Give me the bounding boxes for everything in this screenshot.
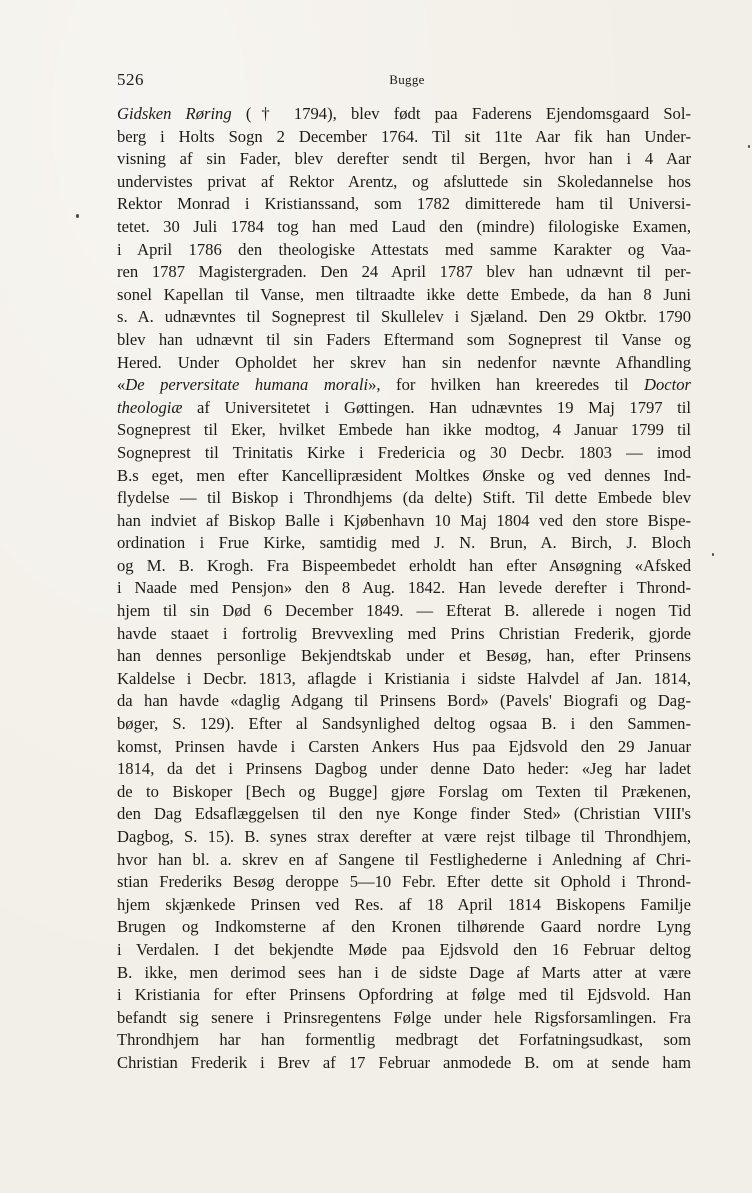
text-segment: s. A. udnævntes til Sogneprest til Skullelev i Sjæland. Den 29 Oktbr. 1790 bbox=[117, 307, 691, 327]
text-segment: den Dag Edsaflæggelsen til den nye Konge finder Sted» (Christian VIII's bbox=[117, 804, 691, 824]
text-segment: B. ikke, men derimod sees han i de sidste Dage af Marts atter at være bbox=[117, 962, 691, 982]
text-segment: i Naade med Pensjon» den 8 Aug. 1842. Han levede derefter i Thrond- bbox=[117, 578, 691, 598]
text-line bbox=[117, 352, 691, 375]
text-line bbox=[117, 442, 691, 465]
text-line bbox=[117, 171, 691, 194]
text-segment: berg i Holts Sogn 2 December 1764. Til sit 11te Aar fik han Under- bbox=[117, 126, 691, 146]
text-line bbox=[117, 532, 691, 555]
print-speck bbox=[76, 214, 79, 218]
italic-segment: Gidsken Røring bbox=[117, 104, 232, 123]
text-line bbox=[117, 690, 691, 713]
text-segment: og M. B. Krogh. Fra Bispeembedet erholdt han efter Ansøgning «Afsked bbox=[117, 555, 691, 575]
text-line bbox=[117, 871, 691, 894]
text-line bbox=[117, 600, 691, 623]
text-segment: Dagbog, S. 15). B. synes strax derefter at være rejst tilbage til Throndhjem, bbox=[117, 827, 691, 846]
text-segment: Throndhjem har han formentlig medbragt det Forfatningsudkast, som bbox=[117, 1030, 691, 1050]
text-line bbox=[117, 758, 691, 781]
text-line bbox=[117, 826, 691, 849]
italic-segment: De perversitate humana morali bbox=[125, 375, 369, 395]
text-line bbox=[117, 306, 691, 329]
text-segment: bøger, S. 129). Efter al Sandsynlighed deltog ogsaa B. i den Sammen- bbox=[117, 714, 691, 734]
text-segment: hjem skjænkede Prinsen ved Res. af 18 April 1814 Biskopens Familje bbox=[117, 894, 691, 914]
text-line bbox=[117, 239, 691, 262]
text-segment: han dennes personlige Bekjendtskab under et Besøg, han, efter Prinsens bbox=[117, 646, 691, 666]
body-text bbox=[117, 103, 691, 1075]
text-segment: undervistes privat af Rektor Arentz, og afsluttede sin Skoledannelse hos bbox=[117, 171, 691, 191]
running-head: Bugge bbox=[389, 72, 425, 87]
text-segment: da han havde «daglig Adgang til Prinsens Bord» (Pavels' Biografi og Dag- bbox=[117, 691, 691, 711]
text-line bbox=[117, 103, 691, 126]
text-segment: Rektor Monrad i Kristianssand, som 1782 dimitterede ham til Universi- bbox=[117, 194, 691, 214]
text-line bbox=[117, 849, 691, 872]
text-line bbox=[117, 555, 691, 578]
text-segment: hvor han bl. a. skrev en af Sangene til Festlighederne i Anledning af Chri- bbox=[117, 849, 691, 869]
text-segment: i April 1786 den theologiske Attestats med samme Karakter og Vaa- bbox=[117, 239, 691, 259]
text-line bbox=[117, 736, 691, 759]
text-line bbox=[117, 577, 691, 600]
text-segment: visning af sin Fader, blev derefter sendt til Bergen, hvor han i 4 Aar bbox=[117, 149, 691, 169]
text-segment: i Kristiania for efter Prinsens Opfordring at følge med til Ejdsvold. Han bbox=[117, 985, 691, 1005]
text-segment: ordination i Frue Kirke, samtidig med J. N. Brun, A. Birch, J. Bloch bbox=[117, 533, 691, 553]
text-line bbox=[117, 193, 691, 216]
text-line bbox=[117, 1052, 691, 1075]
print-speck bbox=[748, 145, 750, 148]
text-segment: Kaldelse i Decbr. 1813, aflagde i Kristiania i sidste Halvdel af Jan. 1814, bbox=[117, 668, 691, 688]
text-segment: B.s eget, men efter Kancellipræsident Moltkes Ønske og ved dennes Ind- bbox=[117, 465, 691, 485]
text-segment: Christian Frederik i Brev af 17 Februar anmodede B. om at sende ham bbox=[117, 1052, 691, 1072]
text-segment: 1814, da det i Prinsens Dagbog under denne Dato heder: «Jeg har ladet bbox=[117, 759, 691, 779]
text-segment: sonel Kapellan til Vanse, men tiltraadte ikke dette Embede, da han 8 Juni bbox=[117, 284, 691, 304]
text-line bbox=[117, 916, 691, 939]
text-line bbox=[117, 465, 691, 488]
text-line bbox=[117, 261, 691, 284]
text-line bbox=[117, 645, 691, 668]
text-line bbox=[117, 487, 691, 510]
text-segment: ren 1787 Magistergraden. Den 24 April 1787 blev han udnævnt til per- bbox=[117, 262, 691, 282]
text-line bbox=[117, 374, 691, 397]
text-line bbox=[117, 1007, 691, 1030]
text-segment: befandt sig senere i Prinsregentens Følge under hele Rigsforsamlingen. Fra bbox=[117, 1007, 691, 1027]
text-segment: », for hvilken han kreeredes til bbox=[368, 375, 644, 395]
text-line bbox=[117, 284, 691, 307]
text-segment: blev han udnævnt til sin Faders Eftermand som Sogneprest til Vanse og bbox=[117, 329, 691, 349]
text-segment: Hered. Under Opholdet her skrev han sin nedenfor nævnte Afhandling bbox=[117, 352, 691, 372]
italic-segment: theologiæ bbox=[117, 397, 183, 417]
text-line bbox=[117, 397, 691, 420]
text-segment: tetet. 30 Juli 1784 tog han med Laud den (mindre) filologiske Examen, bbox=[117, 216, 691, 236]
text-segment: Sogneprest til Trinitatis Kirke i Fredericia og 30 Decbr. 1803 — imod bbox=[117, 442, 691, 462]
text-line bbox=[117, 1029, 691, 1052]
page-number: 526 bbox=[117, 70, 144, 89]
text-segment: i Verdalen. I det bekjendte Møde paa Ejdsvold den 16 Februar deltog bbox=[117, 939, 691, 959]
text-segment: han indviet af Biskop Balle i Kjøbenhavn 10 Maj 1804 ved den store Bispe- bbox=[117, 510, 691, 530]
text-segment: « bbox=[117, 375, 126, 395]
text-line bbox=[117, 126, 691, 149]
text-segment: havde staaet i fortrolig Brevvexling med Prins Christian Frederik, gjorde bbox=[117, 623, 691, 643]
text-line bbox=[117, 939, 691, 962]
text-line bbox=[117, 419, 691, 442]
text-line bbox=[117, 984, 691, 1007]
text-segment: Sogneprest til Eker, hvilket Embede han ikke modtog, 4 Januar 1799 til bbox=[117, 420, 691, 440]
print-speck bbox=[712, 553, 714, 556]
text-line bbox=[117, 668, 691, 691]
text-line bbox=[117, 510, 691, 533]
page-header bbox=[117, 70, 691, 94]
text-segment: komst, Prinsen havde i Carsten Ankers Hus paa Ejdsvold den 29 Januar bbox=[117, 736, 691, 756]
text-line bbox=[117, 894, 691, 917]
text-line bbox=[117, 713, 691, 736]
text-line bbox=[117, 216, 691, 239]
text-segment: Brugen og Indkomsterne af den Kronen tilhørende Gaard nordre Lyng bbox=[117, 917, 691, 937]
text-segment: stian Frederiks Besøg deroppe 5—10 Febr. Efter dette sit Ophold i Thrond- bbox=[117, 872, 691, 892]
italic-segment: Doctor bbox=[643, 375, 691, 395]
text-segment: († 1794), blev født paa Faderens Ejendomsgaard Sol- bbox=[231, 104, 691, 123]
text-line bbox=[117, 148, 691, 171]
text-segment: af Universitetet i Gøttingen. Han udnævntes 19 Maj 1797 til bbox=[182, 397, 691, 417]
text-line bbox=[117, 329, 691, 352]
text-line bbox=[117, 781, 691, 804]
text-line bbox=[117, 803, 691, 826]
text-segment: flydelse — til Biskop i Throndhjems (da delte) Stift. Til dette Embede blev bbox=[117, 488, 691, 508]
text-segment: de to Biskoper [Bech og Bugge] gjøre Forslag om Texten til Prækenen, bbox=[117, 781, 691, 801]
text-line bbox=[117, 962, 691, 985]
text-segment: hjem til sin Død 6 December 1849. — Efterat B. allerede i nogen Tid bbox=[117, 601, 691, 621]
text-line bbox=[117, 623, 691, 646]
